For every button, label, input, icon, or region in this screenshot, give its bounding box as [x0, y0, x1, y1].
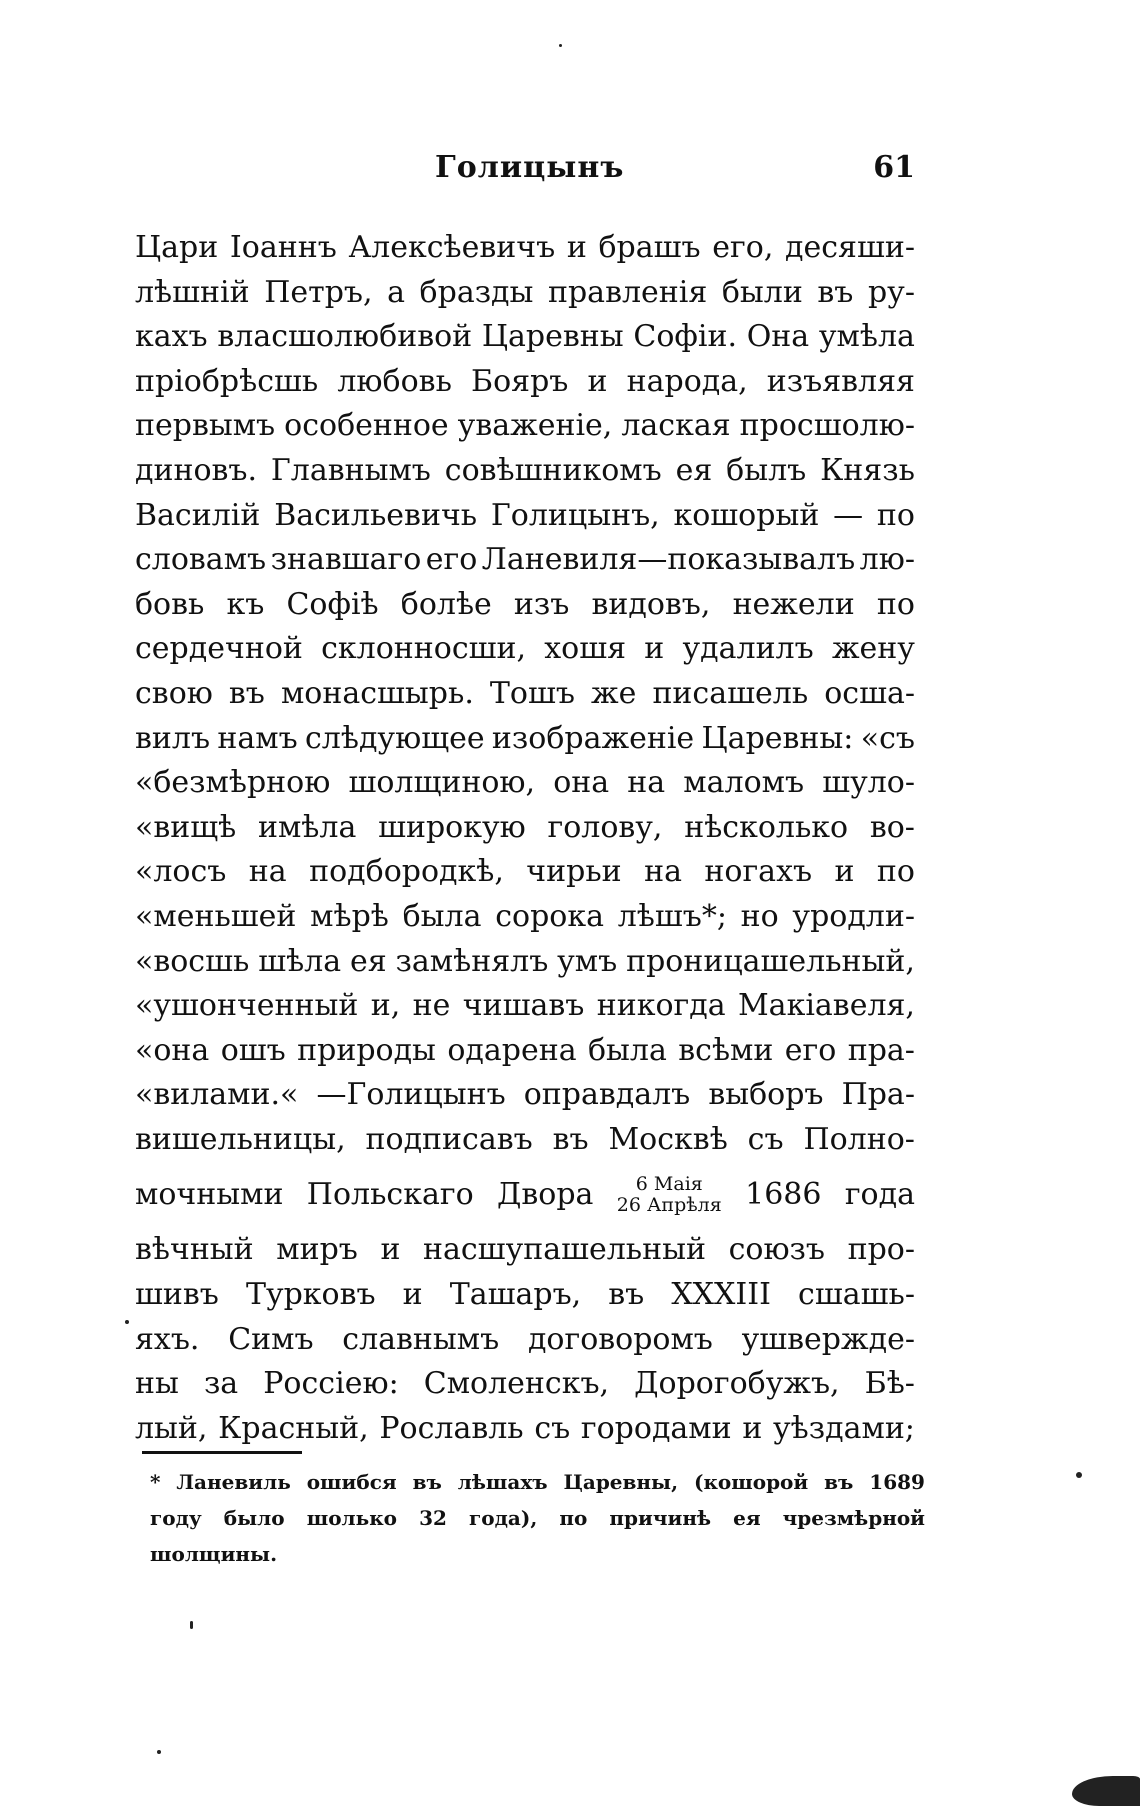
word: въ [608, 1277, 645, 1313]
date-line [135, 1162, 915, 1228]
word: ошъ [220, 1032, 286, 1068]
word: —Голицынъ [316, 1077, 506, 1113]
text-line [135, 1073, 915, 1118]
word: знавшаго [270, 542, 422, 578]
word: на [248, 854, 287, 890]
word: Тошъ [489, 675, 575, 711]
word: въ [228, 675, 265, 711]
word: лый, [135, 1410, 208, 1446]
text-line [135, 850, 915, 895]
word: умѣла [818, 319, 915, 355]
word: союзъ [728, 1232, 826, 1268]
word: власшолюбивой [217, 319, 473, 355]
word: ошибся [306, 1470, 397, 1494]
word: Красный, [218, 1410, 369, 1446]
word: вѣчный [135, 1232, 254, 1268]
word: было [223, 1506, 285, 1530]
text-line [135, 271, 915, 316]
word: уѣздами; [773, 1410, 915, 1446]
word: же [591, 675, 637, 711]
word: за [203, 1366, 239, 1402]
scan-speck [1072, 1776, 1140, 1806]
word: и [587, 363, 608, 399]
word: ласкaя [621, 408, 731, 444]
word: была [402, 898, 482, 934]
word: сердечной [135, 631, 303, 667]
word: изъявляя [766, 363, 915, 399]
date-fraction-bottom: 26 Апрѣля [616, 1194, 722, 1217]
word: «безмѣрною [135, 765, 331, 801]
word: народа, [626, 363, 748, 399]
word: бразды [419, 274, 534, 310]
word: 1686 [745, 1177, 822, 1213]
text-line [135, 1318, 915, 1363]
word: насшупашельный [423, 1232, 707, 1268]
word: сорока [495, 898, 604, 934]
footnote-line [150, 1536, 925, 1572]
word: Ташаръ, [449, 1277, 582, 1313]
word: «она [135, 1032, 210, 1068]
word: Царевны, [563, 1470, 679, 1494]
word: его [784, 1032, 837, 1068]
text-line [135, 627, 915, 672]
footnote [150, 1464, 925, 1572]
word: Макіавеля, [737, 988, 915, 1024]
scan-speck [559, 44, 562, 47]
word: изображеніе [491, 720, 695, 756]
word: по [559, 1506, 588, 1530]
text-line [135, 1362, 915, 1407]
word: договоромъ [527, 1321, 713, 1357]
running-head [135, 150, 915, 194]
word: чирьи [526, 854, 622, 890]
page-number: 61 [873, 150, 915, 185]
word: «меньшей [135, 898, 297, 934]
footnote-line [150, 1464, 925, 1500]
word: миръ [276, 1232, 358, 1268]
text-line [135, 984, 915, 1029]
text-line [135, 1407, 915, 1452]
word: яхъ. [135, 1321, 200, 1357]
word: Россіею: [263, 1366, 399, 1402]
word: съ [534, 1410, 571, 1446]
word: оправдалъ [523, 1077, 691, 1113]
word: мочными [135, 1177, 284, 1213]
word: ногахъ [704, 854, 813, 890]
word: и [834, 854, 855, 890]
word: Царевны: [701, 720, 854, 756]
word: «съ [860, 720, 915, 756]
word: * [150, 1470, 161, 1494]
word: лѣшній [135, 274, 250, 310]
word: осша- [824, 675, 915, 711]
word: Князь [820, 452, 915, 488]
word: «ушонченный [135, 988, 359, 1024]
word: Голицынъ, [490, 497, 660, 533]
word: и [566, 230, 587, 265]
word: на [644, 854, 682, 890]
word: Цари [135, 230, 219, 265]
word: ея [350, 943, 387, 979]
word: Рославль [379, 1410, 524, 1446]
word: имѣла [257, 809, 357, 845]
word: Василій [135, 497, 261, 533]
word: никогда [596, 988, 726, 1024]
word: замѣнялъ [395, 943, 549, 979]
word: Пра- [841, 1077, 915, 1113]
word: Главнымъ [270, 452, 431, 488]
word: Ланевиля—показывалъ [481, 542, 856, 578]
word: «восшь [135, 943, 250, 979]
word: кошорый [673, 497, 820, 533]
text-line [135, 1029, 915, 1074]
word: были [721, 274, 803, 310]
word: ушверждe- [741, 1321, 915, 1357]
word: мѣрѣ [310, 898, 389, 934]
word: свою [135, 675, 213, 711]
word: вилъ [135, 720, 211, 756]
word: его [425, 542, 478, 578]
word: года [844, 1177, 915, 1213]
footnote-line [150, 1500, 925, 1536]
word: десяши- [785, 230, 915, 265]
text-line [135, 1228, 915, 1273]
word: подписавъ [365, 1121, 533, 1157]
text-line [135, 1273, 915, 1318]
word: всѣми [678, 1032, 774, 1068]
word: а [387, 274, 405, 310]
word: Бояръ [471, 363, 569, 399]
word: маломъ [683, 765, 805, 801]
word: «вищѣ [135, 809, 237, 845]
word: особенное [284, 408, 449, 444]
word: нѣсколько [684, 809, 849, 845]
word: причинѣ [609, 1506, 712, 1530]
text-line [135, 360, 915, 405]
text-line [135, 315, 915, 360]
word: ру- [867, 274, 915, 310]
word: любовь [337, 363, 452, 399]
word: во- [869, 809, 915, 845]
word: шолько [306, 1506, 397, 1530]
word: въ [552, 1121, 589, 1157]
word: не [412, 988, 451, 1024]
scan-speck [125, 1320, 129, 1324]
word: бовь [135, 586, 205, 622]
word: Іоаннъ [229, 230, 337, 265]
word: Петръ, [264, 274, 373, 310]
text-line [135, 404, 915, 449]
word: шивъ [135, 1277, 219, 1313]
word: первымъ [135, 408, 276, 444]
text-line [135, 583, 915, 628]
word: голову, [547, 809, 663, 845]
word: по [876, 854, 915, 890]
word: Турковъ [245, 1277, 376, 1313]
word: — [833, 497, 864, 533]
word: шолщины. [150, 1542, 278, 1566]
word: Полно- [803, 1121, 915, 1157]
word: но [740, 898, 779, 934]
word: году [150, 1506, 202, 1530]
word: «вилами.« [135, 1077, 299, 1113]
word: въ [824, 1470, 854, 1494]
word: Алексѣевичъ [348, 230, 556, 265]
word: чишавъ [462, 988, 585, 1024]
word: Ланевиль [176, 1470, 291, 1494]
text-line [135, 449, 915, 494]
text-line [135, 672, 915, 717]
word: въ [817, 274, 854, 310]
word: ея [733, 1506, 761, 1530]
word: лю- [859, 542, 915, 578]
text-line [135, 761, 915, 806]
word: изъ [513, 586, 570, 622]
body-text [135, 226, 915, 1451]
word: Софіи. [633, 319, 737, 355]
text-line [135, 895, 915, 940]
word: и [644, 631, 665, 667]
date-fraction [617, 1174, 722, 1216]
word: монасшырь. [280, 675, 474, 711]
word: вишельницы, [135, 1121, 346, 1157]
word: сшашь- [798, 1277, 915, 1313]
word: лѣшъ*; [617, 898, 727, 934]
scan-speck [1076, 1472, 1082, 1478]
word: Москвѣ [608, 1121, 728, 1157]
word: по [876, 586, 915, 622]
word: подбородкѣ, [309, 854, 504, 890]
word: пра- [847, 1032, 915, 1068]
word: Царевны [481, 319, 624, 355]
word: къ [226, 586, 265, 622]
word: болѣе [400, 586, 492, 622]
word: выборъ [708, 1077, 824, 1113]
word: на [627, 765, 666, 801]
word: шуло- [822, 765, 915, 801]
word: «лосъ [135, 854, 227, 890]
word: Симъ [228, 1321, 314, 1357]
word: была [587, 1032, 667, 1068]
word: Васильевичь [274, 497, 478, 533]
text-line [135, 538, 915, 583]
word: просшолю- [739, 408, 915, 444]
word: диновъ. [135, 452, 258, 488]
scan-speck [157, 1750, 161, 1754]
word: ны [135, 1366, 179, 1402]
word: совѣшникомъ [444, 452, 662, 488]
word: нежели [732, 586, 855, 622]
word: проницашельный, [626, 943, 915, 979]
word: 1689 [869, 1470, 925, 1494]
word: его, [712, 230, 774, 265]
word: одарена [447, 1032, 577, 1068]
running-title: Голицынъ [435, 150, 625, 185]
word: видовъ, [591, 586, 711, 622]
word: былъ [726, 452, 807, 488]
word: про- [847, 1232, 915, 1268]
text-line [135, 494, 915, 539]
word: (кошорой [693, 1470, 809, 1494]
word: лѣшахъ [457, 1470, 548, 1494]
text-line [135, 806, 915, 851]
word: пріобрѣсшь [135, 363, 319, 399]
word: Она [746, 319, 810, 355]
word: удалилъ [682, 631, 814, 667]
word: широкую [378, 809, 526, 845]
word: въ [412, 1470, 442, 1494]
word: и, [370, 988, 401, 1024]
word: шѣла [258, 943, 342, 979]
word: Двора [497, 1177, 594, 1213]
word: чрезмѣрной [782, 1506, 925, 1530]
date-fraction-top: 6 Маія [635, 1173, 703, 1196]
word: брашъ [598, 230, 701, 265]
word: 32 [419, 1506, 447, 1530]
word: и [742, 1410, 763, 1446]
word: по [876, 497, 915, 533]
word: жену [831, 631, 915, 667]
word: писашель [652, 675, 809, 711]
scan-speck [190, 1621, 193, 1629]
word: славнымъ [342, 1321, 500, 1357]
word: съ [747, 1121, 784, 1157]
word: года), [468, 1506, 538, 1530]
word: она [553, 765, 610, 801]
word: Дорогобужъ, [634, 1366, 840, 1402]
word: и [380, 1232, 401, 1268]
text-line [135, 1118, 915, 1163]
word: слѣдующее [305, 720, 485, 756]
word: Софіѣ [286, 586, 379, 622]
word: склонносши, [321, 631, 527, 667]
word: намъ [217, 720, 298, 756]
text-line [135, 717, 915, 762]
word: Польскаго [306, 1177, 474, 1213]
word: городами [580, 1410, 732, 1446]
word: Бѣ- [864, 1366, 915, 1402]
word: шолщиною, [348, 765, 536, 801]
word: уваженіе, [457, 408, 613, 444]
word: Смоленскъ, [423, 1366, 610, 1402]
word: ея [675, 452, 713, 488]
word: уродли- [792, 898, 915, 934]
text-line [135, 226, 915, 271]
word: природы [297, 1032, 436, 1068]
word: XXXIII [671, 1277, 771, 1313]
footnote-rule [142, 1451, 302, 1454]
word: умъ [557, 943, 618, 979]
word: и [402, 1277, 423, 1313]
word: кахъ [135, 319, 208, 355]
word: правленія [547, 274, 708, 310]
word: словамъ [135, 542, 267, 578]
word: хошя [544, 631, 627, 667]
text-line [135, 940, 915, 985]
